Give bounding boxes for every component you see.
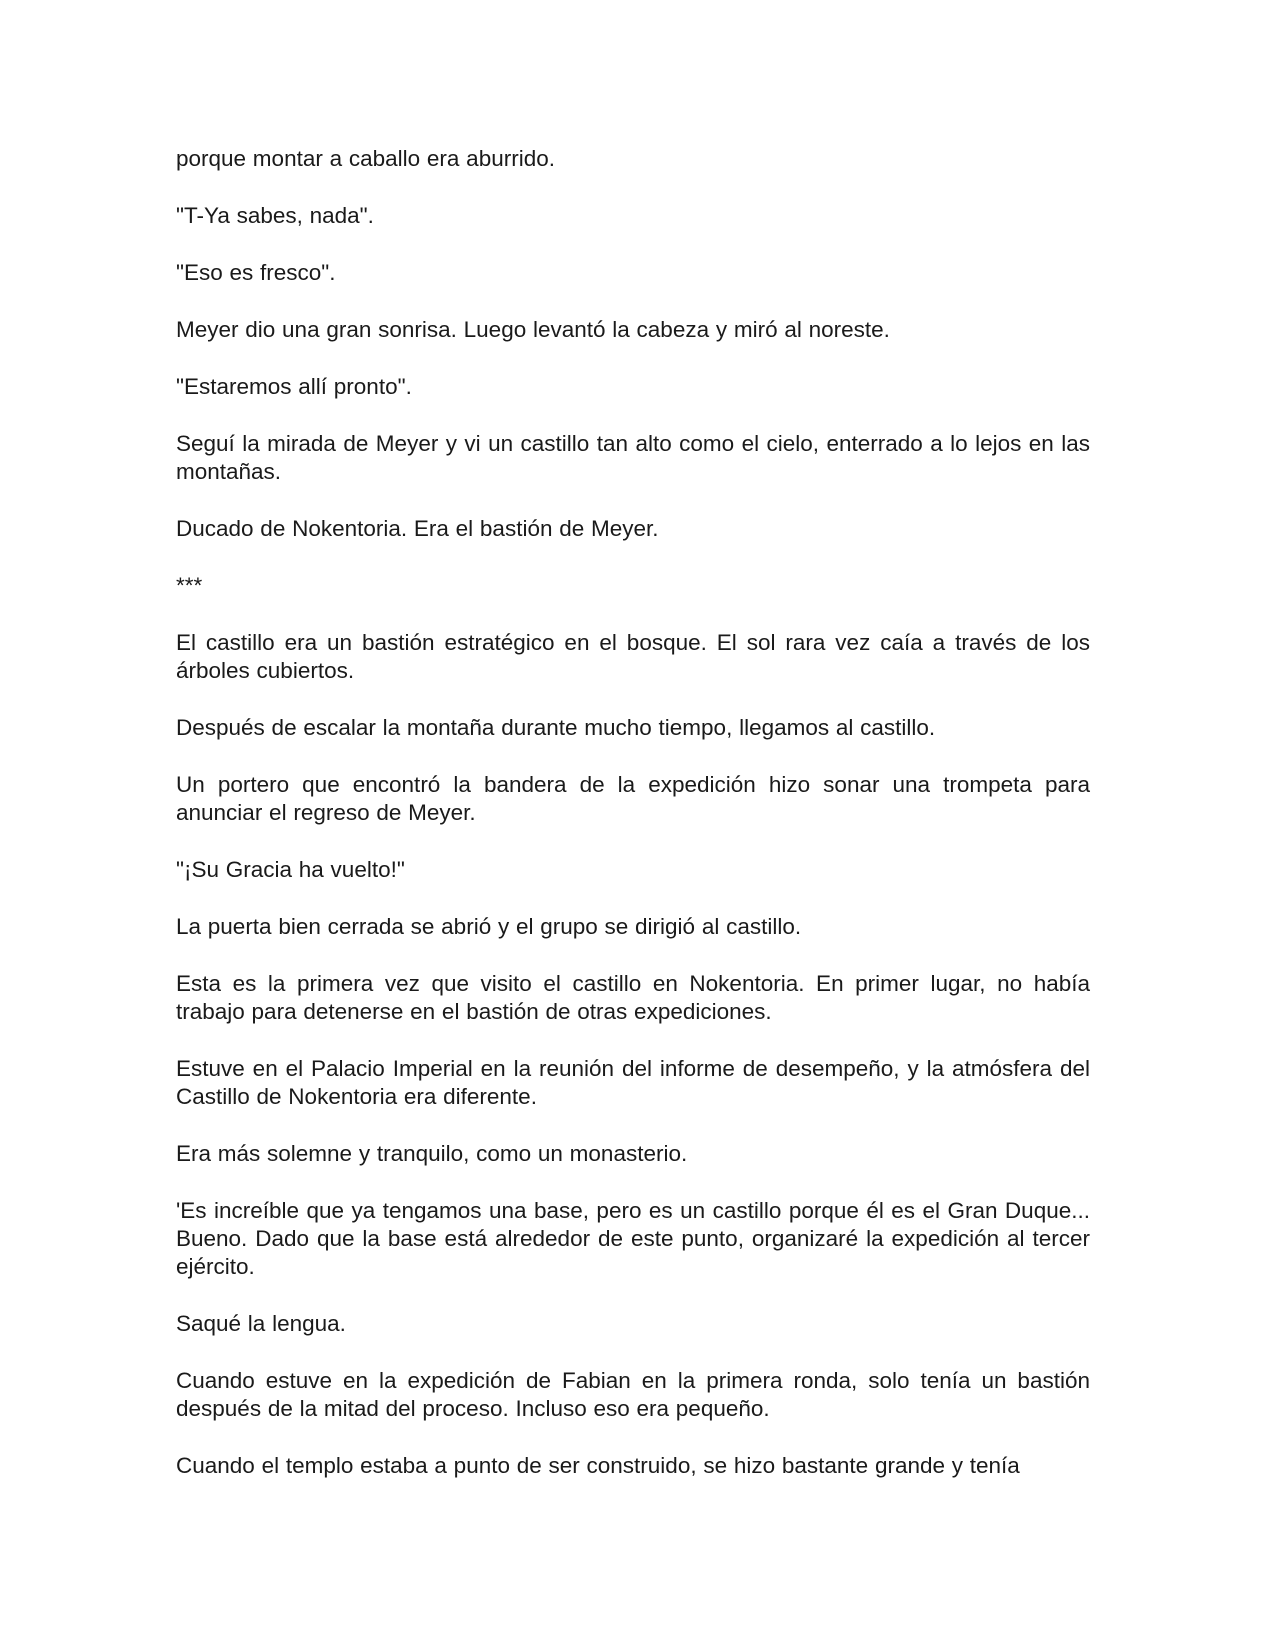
paragraph-12: "¡Su Gracia ha vuelto!" bbox=[176, 857, 405, 882]
paragraph-20: Cuando el templo estaba a punto de ser construido, se hizo bastante grande y tenía bbox=[176, 1453, 1020, 1478]
section-separator: *** bbox=[176, 573, 203, 598]
paragraph-7: Ducado de Nokentoria. Era el bastión de Meyer. bbox=[176, 516, 659, 541]
paragraph-19: Cuando estuve en la expedición de Fabian en la primera ronda, solo tenía un bastión después de la mitad del proceso. Incluso eso era pequeño. bbox=[176, 1368, 1090, 1421]
paragraph-9: El castillo era un bastión estratégico en el bosque. El sol rara vez caía a través de los árboles cubiertos. bbox=[176, 630, 1090, 683]
paragraph-11: Un portero que encontró la bandera de la expedición hizo sonar una trompeta para anunciar el regreso de Meyer. bbox=[176, 772, 1090, 825]
paragraph-10: Después de escalar la montaña durante mucho tiempo, llegamos al castillo. bbox=[176, 715, 936, 740]
document-body bbox=[176, 145, 1090, 1509]
paragraph-16: Era más solemne y tranquilo, como un monasterio. bbox=[176, 1141, 688, 1166]
paragraph-15: Estuve en el Palacio Imperial en la reunión del informe de desempeño, y la atmósfera del Castillo de Nokentoria era diferente. bbox=[176, 1056, 1090, 1109]
paragraph-17: 'Es increíble que ya tengamos una base, pero es un castillo porque él es el Gran Duque... Bueno. Dado que la base está alrededor de este punto, organizaré la expedición al tercer ejército. bbox=[176, 1198, 1090, 1279]
paragraph-14: Esta es la primera vez que visito el castillo en Nokentoria. En primer lugar, no había trabajo para detenerse en el bastión de otras expediciones. bbox=[176, 971, 1090, 1024]
paragraph-18: Saqué la lengua. bbox=[176, 1311, 346, 1336]
paragraph-1: porque montar a caballo era aburrido. bbox=[176, 146, 555, 171]
paragraph-5: "Estaremos allí pronto". bbox=[176, 374, 412, 399]
paragraph-13: La puerta bien cerrada se abrió y el grupo se dirigió al castillo. bbox=[176, 914, 802, 939]
paragraph-4: Meyer dio una gran sonrisa. Luego levantó la cabeza y miró al noreste. bbox=[176, 317, 890, 342]
paragraph-6: Seguí la mirada de Meyer y vi un castillo tan alto como el cielo, enterrado a lo lejos en las montañas. bbox=[176, 431, 1090, 484]
paragraph-2: "T-Ya sabes, nada". bbox=[176, 203, 374, 228]
paragraph-3: "Eso es fresco". bbox=[176, 260, 336, 285]
